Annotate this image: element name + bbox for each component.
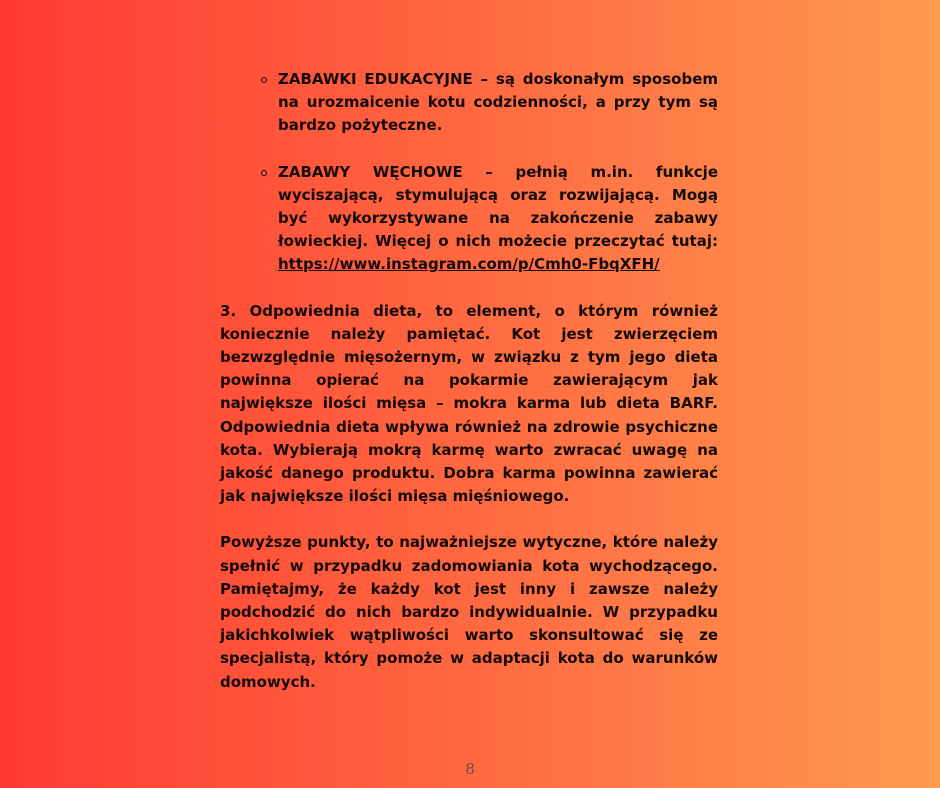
hollow-circle-bullet-icon <box>261 170 267 176</box>
list-item <box>278 161 718 277</box>
paragraph-diet: 3. Odpowiednia dieta, to element, o którym również koniecznie należy pamiętać. Kot jest zwierzęciem bezwzględnie mięsożernym, w związku z tym jego dieta powinna opierać na pokarmie zawierającym jak największe ilości mięsa – mokra karma lub dieta BARF. Odpowiednia dieta wpływa również na zdrowie psychiczne kota. Wybierają mokrą karmę warto zwracać uwagę na jakość danego produktu. Dobra karma powinna zawierać jak największe ilości mięsa mięśniowego. <box>220 301 718 506</box>
bullet-text: ZABAWKI EDUKACYJNE – są doskonałym sposobem na urozmaicenie kotu codzienności, a przy tym są bardzo pożyteczne. <box>278 70 718 135</box>
document-body <box>220 68 718 694</box>
bullet-text: ZABAWY WĘCHOWE – pełnią m.in. funkcje wyciszającą, stymulującą oraz rozwijającą. Mogą być wykorzystywane na zakończenie zabawy łowieckiej. Więcej o nich możecie przeczytać tutaj: <box>278 162 718 251</box>
list-item <box>278 68 718 138</box>
page-number: 8 <box>465 760 475 778</box>
paragraph-summary: Powyższe punkty, to najważniejsze wytyczne, które należy spełnić w przypadku zadomowiania kota wychodzącego. Pamiętajmy, że każdy kot jest inny i zawsze należy podchodzić do nich bardzo indywidualnie. W przypadku jakichkolwiek wątpliwości warto skonsultować się ze specjalistą, który pomoże w adaptacji kota do warunków domowych. <box>220 533 718 691</box>
instagram-link[interactable]: https://www.instagram.com/p/Cmh0-FbqXFH/ <box>278 255 660 274</box>
bullet-list <box>220 68 718 277</box>
hollow-circle-bullet-icon <box>261 77 267 83</box>
